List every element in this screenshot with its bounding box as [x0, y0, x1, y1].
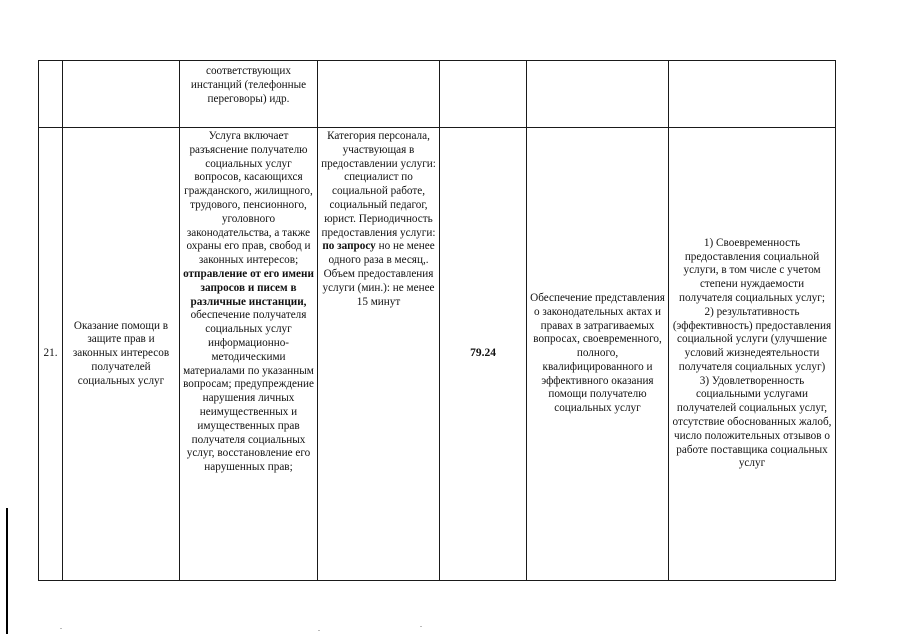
scan-margin-line — [6, 508, 8, 634]
scan-speck — [60, 628, 62, 629]
table-row-continuation — [39, 61, 836, 128]
description-part-2-bold: отправление от его имени запросов и писем в различные инстанции, — [183, 267, 314, 308]
tariff-value: 79.24 — [470, 347, 496, 360]
services-table — [38, 60, 836, 581]
cell-conditions-prev — [527, 61, 669, 128]
table-row-21 — [39, 128, 836, 581]
indicator-3: 3) Удовлетворенность социальными услугами получателей социальных услуг, отсутствие обоснованных жалоб, число положительных отзывов о работе поставщика социальных услуг — [672, 374, 832, 470]
cell-description — [180, 128, 318, 581]
scan-speck — [318, 630, 320, 631]
description-part-3: обеспечение получателя социальных услуг информационно-методическими материалами по указанным вопросам; предупреждение нарушения личных неимущественных и имущественных прав получателя социальных услуг, восстановление его нарушенных прав; — [183, 309, 314, 474]
row-number: 21. — [43, 347, 58, 360]
description-prev-text: соответствующих инстанций (телефонные переговоры) идр. — [190, 65, 307, 105]
indicator-2: 2) результативность (эффективность) предоставления социальной услуги (улучшение условий жизнедеятельности получателя социальных услуг) — [672, 305, 832, 373]
cell-number — [39, 128, 63, 581]
cell-name-prev — [63, 61, 180, 128]
cell-conditions — [527, 128, 669, 581]
description-part-1: Услуга включает разъяснение получателю социальных услуг вопросов, касающихся гражданского, жилищного, трудового, пенсионного, уголовного законодательства, а также охраны его прав, свобод и законных интересов; — [184, 130, 313, 267]
staff-part-1: Категория персонала, участвующая в предоставлении услуги: специалист по социальной работе, социальный педагог, юрист. Периодичность предоставления услуги: — [321, 130, 436, 239]
staff-part-3: но не менее одного раза в месяц,. Объем предоставления услуги (мин.): не менее 15 минут — [322, 240, 435, 308]
cell-indicators — [669, 128, 836, 581]
cell-staff-prev — [318, 61, 440, 128]
cell-service-name — [63, 128, 180, 581]
cell-tariff-prev — [440, 61, 527, 128]
indicator-1: 1) Своевременность предоставления социальной услуги, в том числе с учетом степени нуждаемости получателя социальных услуг; — [679, 236, 825, 304]
staff-part-2-bold: по запросу — [322, 240, 376, 253]
conditions-text: Обеспечение представления о законодательных актах и правах в затрагиваемых вопросах, своевременного, полного, квалифицированного и эффективного оказания помощи получателю социальных услуг — [530, 291, 665, 415]
service-name: Оказание помощи в защите прав и законных интересов получателей социальных услуг — [72, 319, 170, 387]
cell-indicators-prev — [669, 61, 836, 128]
cell-description-prev — [180, 61, 318, 128]
cell-staff — [318, 128, 440, 581]
cell-number-prev — [39, 61, 63, 128]
scan-speck — [420, 626, 422, 627]
cell-tariff — [440, 128, 527, 581]
